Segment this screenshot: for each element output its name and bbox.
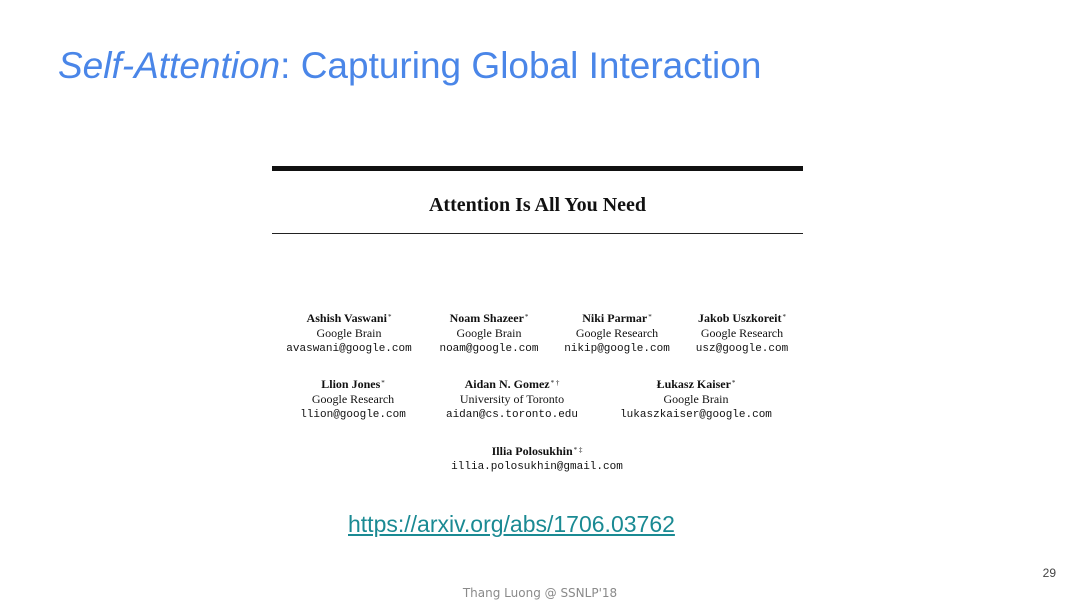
- paper-title: Attention Is All You Need: [428, 194, 647, 216]
- slide-title: [58, 44, 761, 88]
- author-block: [620, 377, 772, 423]
- author-email: nikip@google.com: [564, 343, 670, 355]
- author-name: Łukasz Kaiser*: [656, 377, 736, 391]
- author-email: noam@google.com: [439, 343, 539, 355]
- author-affiliation: Google Brain: [663, 392, 729, 406]
- author-name: Jakob Uszkoreit*: [698, 311, 786, 325]
- author-email: illia.polosukhin@gmail.com: [451, 461, 623, 473]
- author-name: Niki Parmar*: [582, 311, 652, 325]
- author-block: [300, 377, 406, 423]
- author-block: [446, 377, 578, 423]
- author-email: avaswani@google.com: [286, 343, 412, 355]
- author-affiliation: Google Research: [311, 392, 395, 406]
- author-block: [696, 311, 788, 357]
- author-affiliation: Google Brain: [456, 326, 522, 340]
- author-block: [564, 311, 670, 357]
- author-name: Llion Jones*: [321, 377, 385, 391]
- author-affiliation: Google Research: [700, 326, 784, 340]
- author-block: [439, 311, 538, 357]
- arxiv-link[interactable]: https://arxiv.org/abs/1706.03762: [348, 511, 675, 537]
- footer-credit: Thang Luong @ SSNLP'18: [462, 586, 618, 600]
- author-name: Noam Shazeer*: [449, 311, 529, 325]
- author-affiliation: University of Toronto: [459, 392, 565, 406]
- author-block: [451, 444, 623, 475]
- author-email: usz@google.com: [695, 343, 789, 355]
- author-affiliation: Google Research: [575, 326, 659, 340]
- author-name: Aidan N. Gomez* †: [464, 377, 560, 391]
- author-block: [286, 311, 411, 357]
- paper-screenshot: [272, 166, 803, 478]
- author-email: lukaszkaiser@google.com: [620, 409, 772, 421]
- author-affiliation: Google Brain: [316, 326, 382, 340]
- page-number: 29: [1042, 566, 1056, 580]
- author-email: aidan@cs.toronto.edu: [445, 409, 579, 421]
- paper-top-rule: [272, 166, 803, 171]
- paper-title-rule: [272, 233, 803, 234]
- slide-title-rest: : Capturing Global Interaction: [280, 45, 762, 86]
- slide-title-emphasis: Self-Attention: [58, 45, 281, 86]
- author-name: Ashish Vaswani*: [306, 311, 392, 325]
- author-name: Illia Polosukhin* ‡: [491, 444, 583, 458]
- author-email: llion@google.com: [300, 409, 406, 421]
